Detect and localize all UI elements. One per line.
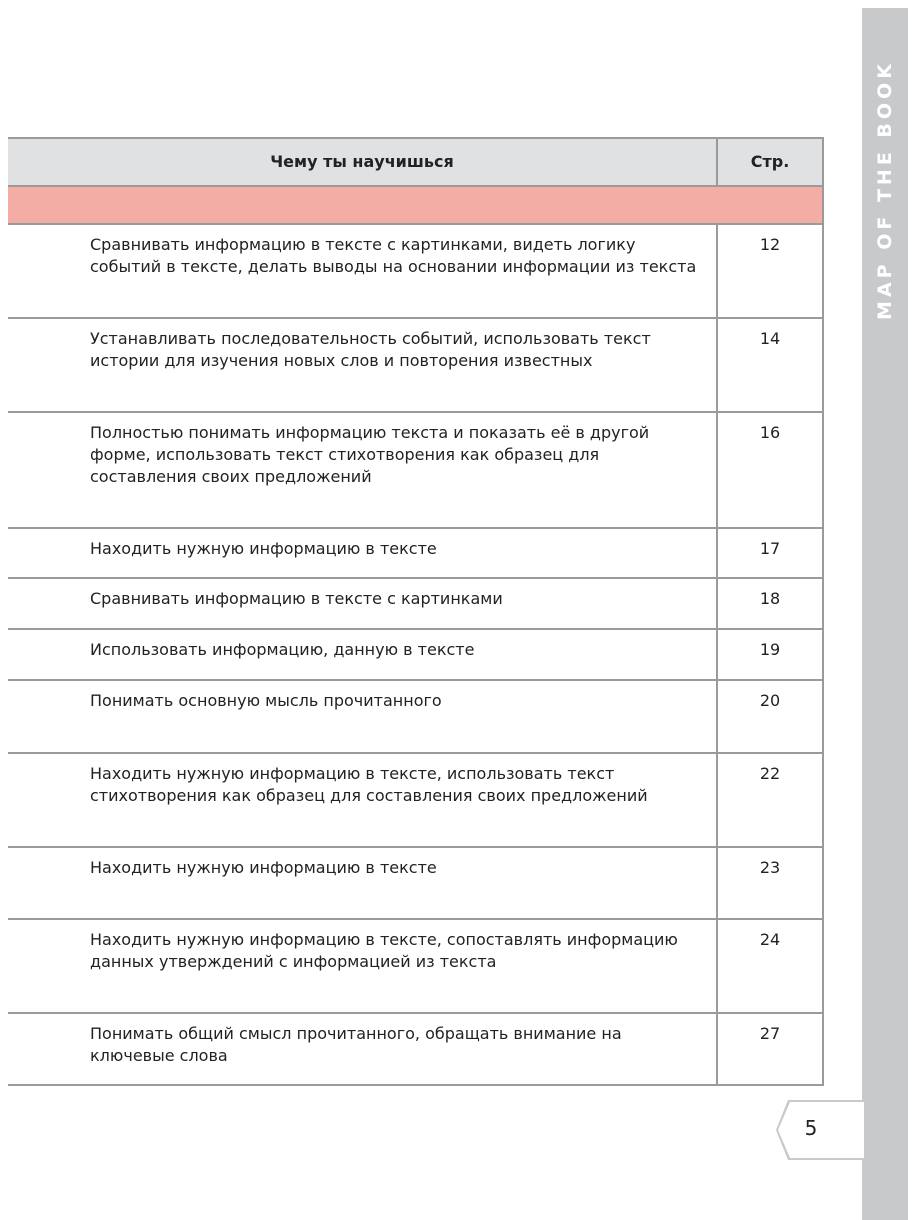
row-skill: Понимать общий смысл прочитанного, обращать внимание на ключевые слова [8,1013,717,1085]
header-skill: Чему ты научишься [8,138,717,186]
table-header-row [8,138,823,186]
row-page: 16 [717,412,823,528]
side-title: MAP OF THE BOOK [874,60,896,320]
row-page: 27 [717,1013,823,1085]
row-page: 22 [717,753,823,847]
section-band [8,186,823,224]
table-row [8,578,823,629]
table-row [8,412,823,528]
row-skill: Находить нужную информацию в тексте [8,528,717,578]
row-skill: Сравнивать информацию в тексте с картинками [8,578,717,629]
table-row [8,753,823,847]
table-row [8,847,823,919]
row-page: 18 [717,578,823,629]
row-skill: Находить нужную информацию в тексте, использовать текст стихотворения как образец для составления своих предложений [8,753,717,847]
row-page: 17 [717,528,823,578]
row-skill: Находить нужную информацию в тексте [8,847,717,919]
row-skill: Устанавливать последовательность событий, использовать текст истории для изучения новых слов и повторения известных [8,318,717,412]
row-skill: Находить нужную информацию в тексте, сопоставлять информацию данных утверждений с информацией из текста [8,919,717,1013]
section-band-cell [8,186,823,224]
table-row [8,680,823,753]
header-page: Стр. [717,138,823,186]
row-page: 19 [717,629,823,680]
row-page: 23 [717,847,823,919]
page-number: 5 [804,1116,818,1140]
row-skill: Понимать основную мысль прочитанного [8,680,717,753]
row-skill: Полностью понимать информацию текста и показать её в другой форме, использовать текст стихотворения как образец для составления своих предложений [8,412,717,528]
book-map-table [8,137,824,1086]
table-row [8,528,823,578]
row-page: 24 [717,919,823,1013]
table-row [8,318,823,412]
row-page: 12 [717,224,823,318]
table-row [8,919,823,1013]
row-page: 14 [717,318,823,412]
row-page: 20 [717,680,823,753]
row-skill: Сравнивать информацию в тексте с картинками, видеть логику событий в тексте, делать выводы на основании информации из текста [8,224,717,318]
table-row [8,224,823,318]
table-row [8,629,823,680]
row-skill: Использовать информацию, данную в тексте [8,629,717,680]
table-row [8,1013,823,1085]
